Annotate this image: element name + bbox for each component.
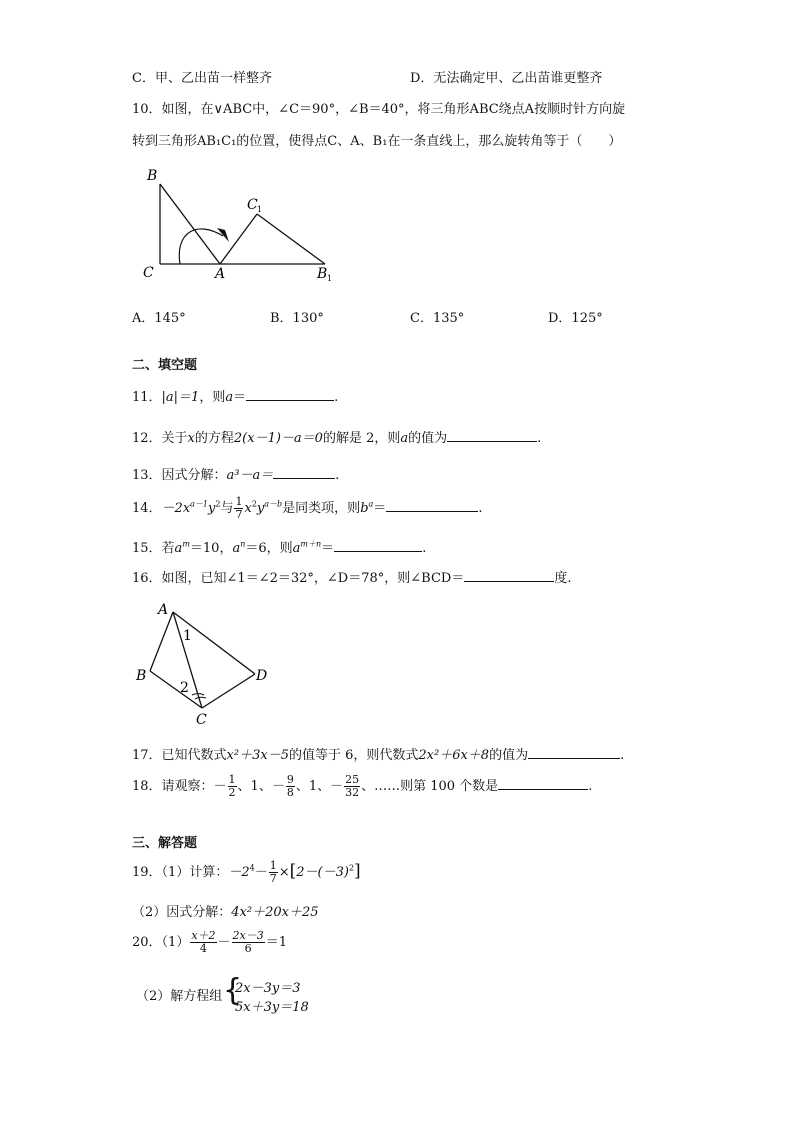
q17: 17．已知代数式x²＋3x－5的值等于 6，则代数式2x²＋6x＋8的值为 . [132, 744, 624, 763]
q10-option-a: A．145° [132, 311, 186, 326]
label-a: A [158, 602, 169, 618]
label-c1-sub: 1 [257, 205, 263, 214]
q14: 14．$-2x^{a-1}y^2$与 $\frac{1}{7}$ $x^2y^{a-b}$是同类项，则$b^a=$ . [132, 495, 483, 521]
answer-blank [447, 428, 537, 442]
angle-label-2: 2 [180, 680, 189, 696]
label-b: B [147, 168, 158, 184]
answer-blank [273, 465, 335, 479]
q9-option-c: C．甲、乙出苗一样整齐 [132, 71, 272, 86]
q10-option-d: D．125° [548, 311, 603, 326]
q12: 12．关于x的方程2(x－1)－a＝0的解是 2，则a的值为 . [132, 427, 541, 446]
label-c1: C [247, 197, 258, 213]
section-heading-solve: 三、解答题 [132, 836, 198, 851]
q20-eq1: 2x－3y＝3 [235, 981, 301, 996]
q19-part1: 19．（1）计算：$-2^4-$ $\frac{1}{7}$ $\times[2-(-3)^2]$ [132, 859, 361, 885]
system-brace: { [223, 973, 243, 1008]
angle-label-1: 1 [183, 628, 192, 644]
quadrilateral-figure [132, 598, 272, 728]
q10-option-c: C．135° [410, 311, 465, 326]
q10-option-b: B．130° [270, 311, 324, 326]
label-c: C [196, 712, 207, 728]
answer-blank [498, 776, 588, 790]
answer-blank [386, 498, 478, 512]
rotation-figure [135, 160, 345, 290]
q20-part1: 20．（1） $\frac{x+2}{4}$ － $\frac{2x-3}{6}$ ＝1 [132, 929, 288, 955]
q10-line2: 转到三角形AB₁C₁的位置，使得点C、A、B₁在一条直线上，那么旋转角等于（ ） [132, 134, 622, 149]
q20-eq2: 5x＋3y＝18 [235, 1000, 309, 1015]
q11: 11．|a|＝1，则a＝ . [132, 386, 338, 405]
q15: 15．若$a^m=10$，$a^n=6$，则$a^{m+n}=$ . [132, 539, 427, 556]
label-b1: B [317, 266, 328, 282]
label-b: B [136, 668, 147, 684]
answer-blank [528, 745, 620, 759]
label-a: A [215, 266, 226, 282]
q20-part2-label: （2）解方程组 [136, 989, 223, 1004]
answer-blank [464, 568, 554, 582]
answer-blank [246, 387, 334, 401]
label-b1-sub: 1 [327, 274, 333, 283]
q16: 16．如图，已知∠1＝∠2＝32°，∠D＝78°，则∠BCD＝ 度. [132, 567, 571, 586]
q19-part2: （2）因式分解：4x²＋20x＋25 [132, 905, 319, 920]
label-c: C [143, 265, 154, 281]
section-heading-fill-blank: 二、填空题 [132, 358, 198, 373]
q13: 13．因式分解：a³－a＝ . [132, 464, 339, 483]
q10-line1: 10．如图，在∨ABC中，∠C＝90°，∠B＝40°，将三角形ABC绕点A按顺时针方向旋 [132, 102, 626, 117]
label-d: D [256, 668, 268, 684]
q18: 18．请观察：－ $\frac{1}{2}$ 、1、－ $\frac{9}{8}$ 、1、－ $\frac{25}{32}$ 、……则第 100 个数是 . [132, 773, 593, 799]
answer-blank [334, 538, 422, 552]
q9-option-d: D．无法确定甲、乙出苗谁更整齐 [410, 71, 603, 86]
